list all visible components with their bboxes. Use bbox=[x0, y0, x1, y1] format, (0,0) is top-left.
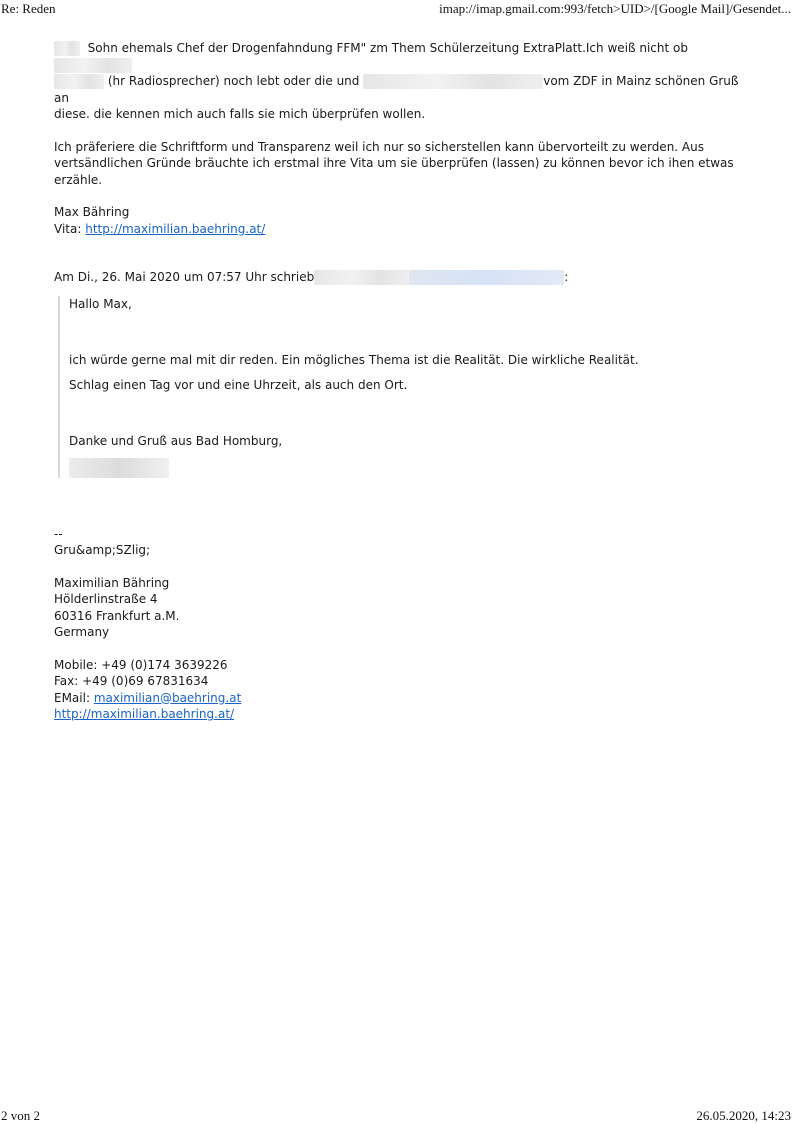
quoted-line-1: ich würde gerne mal mit dir reden. Ein mögliches Thema ist die Realität. Die wirkliche Realität. bbox=[69, 353, 639, 367]
signature-website-line bbox=[54, 706, 754, 723]
email-label: EMail: bbox=[54, 690, 90, 705]
website-link[interactable]: http://maximilian.baehring.at/ bbox=[54, 707, 235, 721]
signature-email-line bbox=[54, 690, 754, 707]
para1-text-d: diese. die kennen mich auch falls sie mich überprüfen wollen. bbox=[54, 107, 426, 121]
signature-name: Maximilian Bähring bbox=[54, 575, 170, 590]
para1-text-c: vom ZDF in Mainz schönen Gruß an bbox=[54, 74, 739, 105]
quoted-greeting: Hallo Max, bbox=[69, 296, 132, 311]
print-header-title: Re: Reden bbox=[1, 1, 56, 16]
redacted-block bbox=[314, 270, 409, 285]
sender-name: Max Bähring bbox=[54, 205, 130, 219]
redacted-email bbox=[409, 270, 564, 285]
redacted-block bbox=[54, 41, 80, 56]
signature-dashes: -- bbox=[54, 526, 63, 541]
vita-label: Vita: bbox=[54, 221, 82, 236]
para1-text-a: Sohn ehemals Chef der Drogenfahndung FFM" zm Them Schülerzeitung ExtraPlatt.Ich weiß nicht ob bbox=[87, 41, 688, 55]
paragraph-2: Ich präferiere die Schriftform und Transparenz weil ich nur so sicherstellen kann übervorteilt zu werden. Aus vertsändlichen Gründe bräuchte ich erstmal ihre Vita um sie überprüfen (lassen) zu können bevor ich ihen etwas erzähle. bbox=[54, 139, 734, 187]
redacted-block bbox=[363, 74, 543, 89]
quoted-closing: Danke und Gruß aus Bad Homburg, bbox=[69, 434, 283, 448]
print-footer-datetime: 26.05.2020, 14:23 bbox=[696, 1108, 791, 1123]
signature-greeting: Gru&amp;SZlig; bbox=[54, 543, 151, 557]
print-header-url: imap://imap.gmail.com:993/fetch>UID>/[Google Mail]/Gesendet... bbox=[439, 1, 791, 16]
redacted-signature bbox=[69, 458, 169, 478]
signature-fax: Fax: +49 (0)69 67831634 bbox=[54, 674, 209, 688]
redacted-block bbox=[54, 74, 104, 89]
redacted-block bbox=[54, 58, 132, 73]
signature bbox=[54, 526, 754, 723]
email-body bbox=[54, 40, 754, 723]
quoted-message bbox=[58, 296, 754, 478]
para1-text-b: (hr Radiosprecher) noch lebt oder die und bbox=[107, 74, 360, 88]
signature-street: Hölderlinstraße 4 bbox=[54, 592, 158, 606]
signature-mobile: Mobile: +49 (0)174 3639226 bbox=[54, 657, 228, 672]
vita-line bbox=[54, 221, 754, 238]
email-link[interactable]: maximilian@baehring.at bbox=[93, 690, 242, 705]
print-footer-page: 2 von 2 bbox=[1, 1108, 40, 1123]
attribution-colon: : bbox=[564, 270, 569, 284]
attribution-text: Am Di., 26. Mai 2020 um 07:57 Uhr schrieb bbox=[54, 270, 315, 284]
reply-attribution bbox=[54, 269, 754, 286]
signature-city: 60316 Frankfurt a.M. bbox=[54, 608, 180, 623]
paragraph-1 bbox=[54, 40, 754, 123]
signature-country: Germany bbox=[54, 625, 110, 639]
quoted-line-2: Schlag einen Tag vor und eine Uhrzeit, als auch den Ort. bbox=[69, 377, 408, 392]
vita-link[interactable]: http://maximilian.baehring.at/ bbox=[85, 221, 266, 236]
